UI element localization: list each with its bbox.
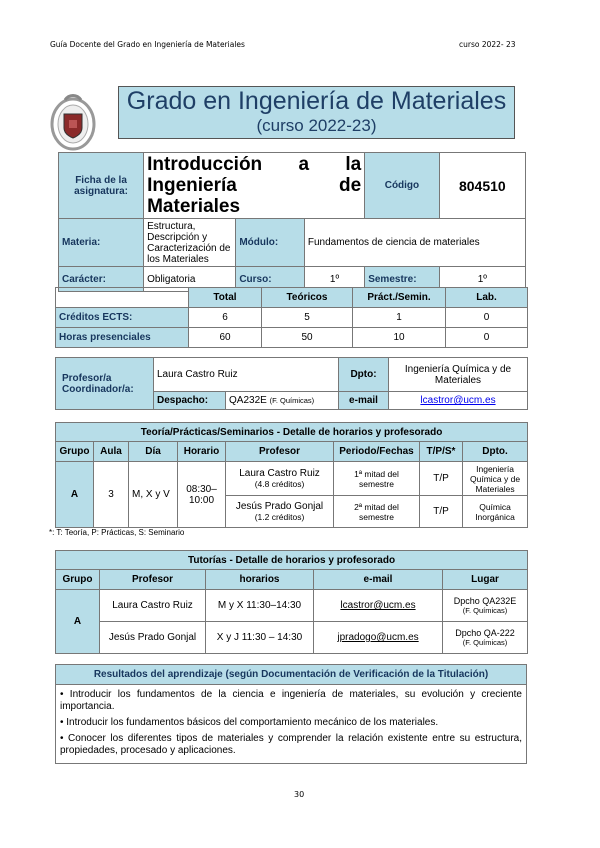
list-item: • Conocer los diferentes tipos de materiales y comprender la relación existente entre su estructura, propiedades, procesado y aplicaciones. (60, 733, 522, 756)
semestre-label: Semestre: (365, 267, 439, 292)
cell: 10 (353, 328, 446, 348)
cell: 60 (189, 328, 262, 348)
empty-cell (56, 288, 189, 308)
profesor-cell: Jesús Prado Gonjal (100, 622, 206, 654)
degree-title-box (118, 86, 515, 139)
email-label: e-mail (339, 392, 389, 410)
coordinator-email-link[interactable]: lcastror@ucm.es (420, 395, 496, 406)
coordinator-table (55, 357, 528, 410)
ficha-label: Ficha de la asignatura: (59, 153, 144, 219)
table-row (56, 462, 528, 496)
modulo-label: Módulo: (236, 219, 305, 267)
cell: 0 (446, 308, 528, 328)
grupo-cell: A (56, 590, 100, 654)
table-row (56, 622, 528, 654)
dpto-cell: Química Inorgánica (463, 496, 528, 528)
schedule-title: Teoría/Prácticas/Seminarios - Detalle de horarios y profesorado (56, 423, 528, 442)
schedule-table (55, 422, 528, 528)
table-row (56, 308, 528, 328)
degree-course: (curso 2022-23) (256, 116, 377, 135)
col-header: Lab. (446, 288, 528, 308)
dpto-value: Ingeniería Química y de Materiales (389, 358, 528, 392)
row-label: Créditos ECTS: (56, 308, 189, 328)
tutorias-table (55, 550, 528, 654)
schedule-footnote: *: T: Teoría, P: Prácticas, S: Seminario (49, 528, 185, 537)
profesor-cell: Laura Castro Ruiz (100, 590, 206, 622)
materia-value: Estructura, Descripción y Caracterización de los Materiales (144, 219, 236, 267)
tps-cell: T/P (420, 496, 463, 528)
codigo-label: Código (365, 153, 439, 219)
col-header: T/P/S* (420, 442, 463, 462)
cell: 1 (353, 308, 446, 328)
col-header: e-mail (314, 570, 443, 590)
col-header: Grupo (56, 570, 100, 590)
list-item: • Introducir los fundamentos de la ciencia e ingeniería de materiales, su evolución y creciente importancia. (60, 689, 522, 712)
university-seal-logo (50, 92, 96, 152)
col-header: Práct./Semin. (353, 288, 446, 308)
periodo-cell: 2ª mitad del semestre (334, 496, 420, 528)
lugar-value: Dpcho QA232E (453, 596, 517, 606)
despacho-note: (F. Químicas) (269, 396, 315, 405)
col-header: Aula (94, 442, 129, 462)
table-row (56, 590, 528, 622)
learning-outcomes-list (60, 689, 522, 757)
grupo-cell: A (56, 462, 94, 528)
horario-cell: 08:30–10:00 (178, 462, 226, 528)
col-header: Total (189, 288, 262, 308)
col-header: horarios (206, 570, 314, 590)
profesor-name: Jesús Prado Gonjal (235, 501, 324, 512)
col-header: Teóricos (262, 288, 353, 308)
learning-outcomes-title: Resultados del aprendizaje (según Documentación de Verificación de la Titulación) (56, 665, 527, 685)
col-header: Periodo/Fechas (334, 442, 420, 462)
tps-cell: T/P (420, 462, 463, 496)
col-header: Profesor (100, 570, 206, 590)
cell: 5 (262, 308, 353, 328)
col-header: Grupo (56, 442, 94, 462)
caracter-label: Carácter: (59, 267, 144, 292)
curso-label: Curso: (236, 267, 305, 292)
row-label: Horas presenciales (56, 328, 189, 348)
semestre-value: 1º (439, 267, 525, 292)
course-name: Introducción a la Ingeniería de Materiales (144, 153, 365, 219)
email-link[interactable]: jpradogo@ucm.es (337, 632, 419, 643)
dpto-label: Dpto: (339, 358, 389, 392)
aula-cell: 3 (94, 462, 129, 528)
running-header-left: Guía Docente del Grado en Ingeniería de Materiales (50, 40, 245, 49)
page-number: 30 (294, 790, 305, 799)
list-item: • Introducir los fundamentos básicos del comportamiento mecánico de los materiales. (60, 717, 439, 728)
horario-cell: X y J 11:30 – 14:30 (206, 622, 314, 654)
table-row (56, 328, 528, 348)
horario-cell: M y X 11:30–14:30 (206, 590, 314, 622)
despacho-label: Despacho: (154, 392, 226, 410)
caracter-value: Obligatoria (144, 267, 236, 292)
running-header-right: curso 2022- 23 (459, 40, 516, 49)
cell: 6 (189, 308, 262, 328)
learning-outcomes-table (55, 664, 527, 764)
col-header: Lugar (443, 570, 528, 590)
despacho-value: QA232E (229, 395, 267, 406)
dpto-cell: Ingeniería Química y de Materiales (463, 462, 528, 496)
lugar-value: Dpcho QA-222 (455, 628, 515, 638)
periodo-cell: 1ª mitad del semestre (334, 462, 420, 496)
tutorias-title: Tutorías - Detalle de horarios y profesorado (56, 551, 528, 570)
col-header: Horario (178, 442, 226, 462)
col-header: Día (129, 442, 178, 462)
lugar-note: (F. Químicas) (462, 638, 508, 647)
coordinator-name: Laura Castro Ruiz (154, 358, 339, 392)
col-header: Dpto. (463, 442, 528, 462)
course-info-table (58, 152, 526, 292)
profesor-creditos: (1.2 créditos) (254, 512, 305, 522)
lugar-note: (F. Químicas) (462, 606, 508, 615)
curso-value: 1º (304, 267, 364, 292)
cell: 50 (262, 328, 353, 348)
profesor-name: Laura Castro Ruiz (239, 468, 320, 479)
coordinator-label: Profesor/a Coordinador/a: (56, 358, 154, 410)
col-header: Profesor (226, 442, 334, 462)
degree-title: Grado en Ingeniería de Materiales (126, 87, 507, 115)
credits-table (55, 287, 528, 348)
materia-label: Materia: (59, 219, 144, 267)
dia-cell: M, X y V (129, 462, 178, 528)
cell: 0 (446, 328, 528, 348)
course-code: 804510 (439, 153, 525, 219)
profesor-creditos: (4.8 créditos) (254, 479, 305, 489)
modulo-value: Fundamentos de ciencia de materiales (304, 219, 525, 267)
email-link[interactable]: lcastror@ucm.es (340, 600, 416, 611)
